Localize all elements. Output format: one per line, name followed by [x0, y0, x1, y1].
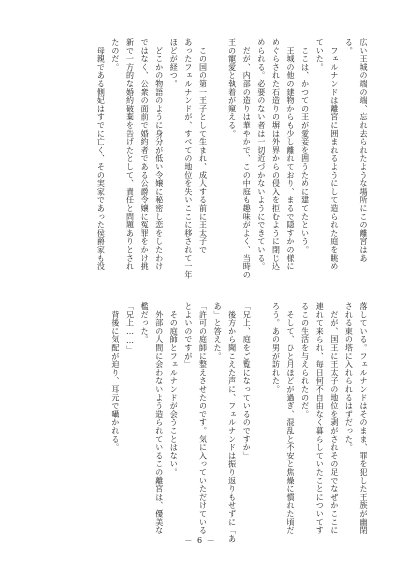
text-line: 檻だった。: [140, 302, 150, 344]
text-line: 母親である側妃はすでに亡く、その実家であった侯爵家も没: [96, 38, 106, 271]
upper-text-block: [93, 38, 370, 279]
text-line: 落している。フェルナンドはそのまま、罪を犯した王族が幽閉: [359, 302, 368, 535]
text-line: るこの生活を与えられたのだ。: [300, 302, 310, 419]
text-line: 「許可の庭師に整えさせたのです。気に入っていただけている: [198, 302, 208, 535]
text-line: あ」と答えた。: [213, 302, 223, 361]
text-line: ていた。: [315, 38, 325, 72]
text-line: [209, 38, 224, 268]
text-line: ろう。あの男が訪れた。: [271, 302, 281, 394]
text-line: る。: [344, 38, 354, 55]
text-line: その庭師とフェルナンドが会うことはない。: [169, 302, 179, 477]
text-line: 「兄上……」: [125, 302, 135, 354]
text-line: だが、内部の造りは華やかで、この中庭も趣味がよく、当時の: [242, 38, 252, 279]
text-line: 連れて来られ、毎日何不自由なく暮らしていたことについてす: [315, 302, 325, 535]
text-line: 王の寵愛と執着が窺える。: [227, 38, 237, 138]
text-line: ではなく、公衆の面前で婚約者である公爵令嬢に冤罪をかけ挑: [140, 38, 150, 271]
text-line: 後方から聞こえた声に、フェルナンドは振り返りもせずに「あ: [227, 302, 237, 543]
text-line: そして、ひと月ほどが過ぎ、混乱と不安と焦燥に慣れた頃だ: [286, 302, 296, 535]
text-line: 王城の他の建物からも少し離れており、まるで隠すかの様に: [286, 38, 296, 271]
text-line: ここは、かつての王が愛妾を囲うために建てたという。: [300, 38, 310, 254]
text-line: [253, 302, 268, 532]
lower-text-block: [107, 302, 370, 543]
text-line: だが、国王に王太子の地位を剥がされその足でなぜかここに: [329, 302, 339, 535]
text-line: 新で一方的な婚約破棄を告げたとして、責任と問題ありとされ: [125, 38, 135, 271]
text-line: フェルナンドは離宮に囲まれるようにして造られた庭を眺め: [329, 38, 339, 271]
text-line: どこかの物語のように身分が低い令嬢に秘密し恋をしたわけ: [154, 38, 164, 271]
text-line: められる。必要のない者は一切近づかないようにできている。: [256, 38, 266, 271]
text-line: とよいのですが」: [183, 302, 193, 369]
text-line: ほどが経つ。: [169, 38, 179, 88]
text-line: される東の塔に入れられるはずだった。: [344, 302, 354, 452]
text-line: 背後に気配が迫り、耳元で囁かれる。: [110, 302, 120, 452]
text-line: めぐらされた石造りの塀は外界からの侵入を拒むように閉じ込: [271, 38, 281, 271]
text-line: 外部の人間に会わないよう造られているこの離宮は、優美な: [154, 302, 164, 535]
text-line: 広い王城の端の端、忘れ去られたような場所にこの離宮はあ: [359, 38, 368, 263]
text-line: この国の第一王子として生まれ、成人する前に王太子で: [198, 38, 208, 254]
text-line: たのだ。: [110, 38, 120, 72]
text-line: あったフェルナンドが、すべての地位を失いここに移されて一年: [183, 38, 193, 279]
text-line: 「兄上、庭をご覧になっているのですか」: [242, 302, 252, 460]
page-number: － 6 －: [184, 536, 216, 545]
